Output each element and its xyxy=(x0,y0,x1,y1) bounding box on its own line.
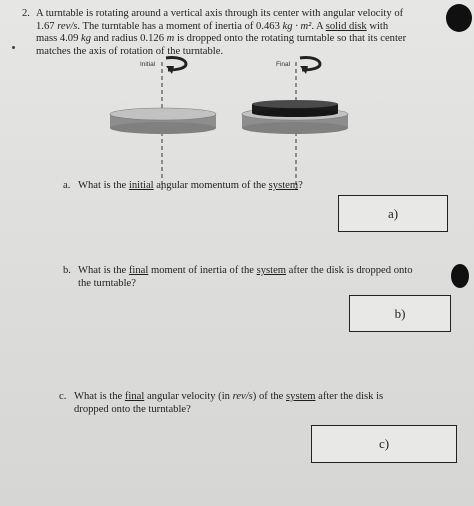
problem-statement xyxy=(22,8,416,58)
answer-box-a[interactable] xyxy=(338,195,448,232)
problem-line-2: 1.67 rev/s. The turntable has a moment of inertia of 0.463 kg · m². A solid disk with xyxy=(36,20,389,32)
question-b: b. What is the final moment of inertia of the system after the disk is dropped onto the turntable? xyxy=(63,265,413,289)
answer-box-a-label: a) xyxy=(387,205,399,221)
initial-turntable xyxy=(110,108,216,134)
problem-line-4: matches the axis of rotation of the turntable. xyxy=(36,45,224,57)
binder-hole-middle xyxy=(451,264,469,288)
question-a-letter: a. xyxy=(63,180,71,191)
final-rotation-arrow-icon xyxy=(300,57,320,74)
question-c-letter: c. xyxy=(59,391,67,402)
initial-label: Initial xyxy=(140,61,156,68)
answer-box-c[interactable] xyxy=(311,425,457,463)
binder-hole-top xyxy=(446,4,472,32)
problem-line-3: mass 4.09 kg and radius 0.126 m is dropped onto the rotating turntable so that its center xyxy=(36,33,407,45)
problem-line-1: A turntable is rotating around a vertical axis through its center with angular velocity of xyxy=(36,8,404,19)
problem-number: 2. xyxy=(22,8,30,19)
answer-box-c-label: c) xyxy=(378,436,390,451)
answer-box-b[interactable] xyxy=(349,295,451,332)
margin-mark xyxy=(12,46,15,49)
initial-rotation-arrow-icon xyxy=(166,57,186,74)
solid-disk xyxy=(252,100,338,117)
answer-box-b-label: b) xyxy=(394,305,406,321)
final-label: Final xyxy=(276,61,291,68)
question-b-letter: b. xyxy=(63,265,71,276)
question-a: a. What is the initial angular momentum of the system? xyxy=(63,180,303,191)
question-c: c. What is the final angular velocity (in rev/s) of the system after the disk is dropped onto the turntable? xyxy=(59,391,384,415)
